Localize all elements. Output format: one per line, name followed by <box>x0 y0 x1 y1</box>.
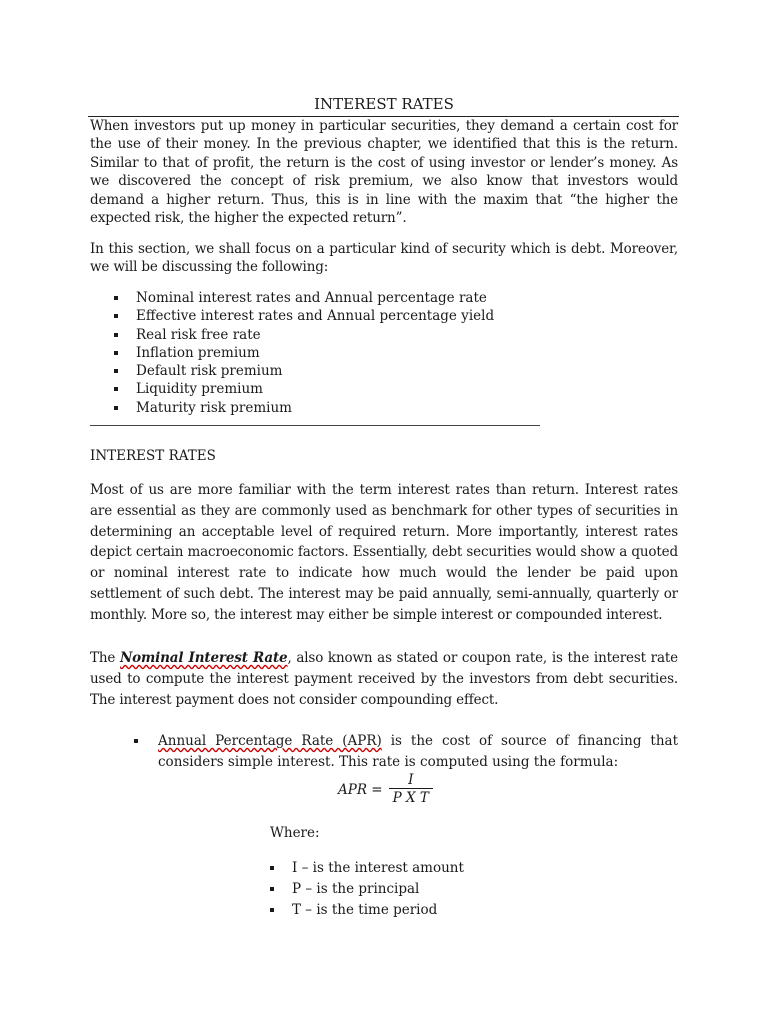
section-divider <box>90 425 540 426</box>
section-heading: INTEREST RATES <box>90 448 216 464</box>
list-item: T – is the time period <box>270 900 464 921</box>
intro-paragraph-2: In this section, we shall focus on a particular kind of security which is debt. Moreover, we will be discussing the following: <box>90 241 678 276</box>
nominal-rest: , also known as stated or coupon rate, is the interest rate used to compute the interest payment received by the investors from debt securities. The interest payment does not consider compounding effect. <box>90 650 678 708</box>
list-item: I – is the interest amount <box>270 858 464 879</box>
nominal-term: Nominal Interest Rate <box>119 650 288 666</box>
list-item: Effective interest rates and Annual percentage yield <box>114 307 494 325</box>
list-item: Maturity risk premium <box>114 399 494 417</box>
bullet-square-icon <box>134 739 138 743</box>
where-label: Where: <box>270 825 320 841</box>
list-item: Real risk free rate <box>114 326 494 344</box>
apr-description: is the cost of source of financing that considers simple interest. This rate is computed using the formula: <box>158 733 678 770</box>
apr-formula <box>338 772 433 807</box>
topics-list <box>114 289 494 417</box>
formula-fraction <box>389 772 433 807</box>
formula-lhs: APR = <box>338 781 383 798</box>
list-item: Default risk premium <box>114 362 494 380</box>
intro-paragraph-1: When investors put up money in particular securities, they demand a certain cost for the use of their money. In the previous chapter, we identified that this is the return. Similar to that of profit, the return is the cost of using investor or lender’s money. As we discovered the concept of risk premium, we also know that investors would demand a higher return. Thus, this is in line with the maxim that “the higher the expected risk, the higher the expected return”. <box>90 118 678 227</box>
nominal-paragraph <box>90 648 678 710</box>
apr-text <box>158 731 678 772</box>
variables-list <box>270 858 464 921</box>
list-item: P – is the principal <box>270 879 464 900</box>
formula-denominator: P X T <box>389 788 433 807</box>
section-paragraph: Most of us are more familiar with the term interest rates than return. Interest rates are essential as they are commonly used as benchmark for other types of securities in determining an acceptable level of required return. More importantly, interest rates depict certain macroeconomic factors. Essentially, debt securities would show a quoted or nominal interest rate to indicate how much would the lender be paid upon settlement of such debt. The interest may be paid annually, semi-annually, quarterly or monthly. More so, the interest may either be simple interest or compounded interest. <box>90 482 678 623</box>
list-item: Inflation premium <box>114 344 494 362</box>
formula-numerator: I <box>408 772 414 788</box>
apr-term: Annual Percentage Rate (APR) <box>158 733 382 749</box>
list-item: Liquidity premium <box>114 380 494 398</box>
list-item: Nominal interest rates and Annual percentage rate <box>114 289 494 307</box>
apr-bullet <box>134 731 678 772</box>
nominal-prefix: The <box>90 650 120 666</box>
page-title: INTEREST RATES <box>314 95 454 113</box>
